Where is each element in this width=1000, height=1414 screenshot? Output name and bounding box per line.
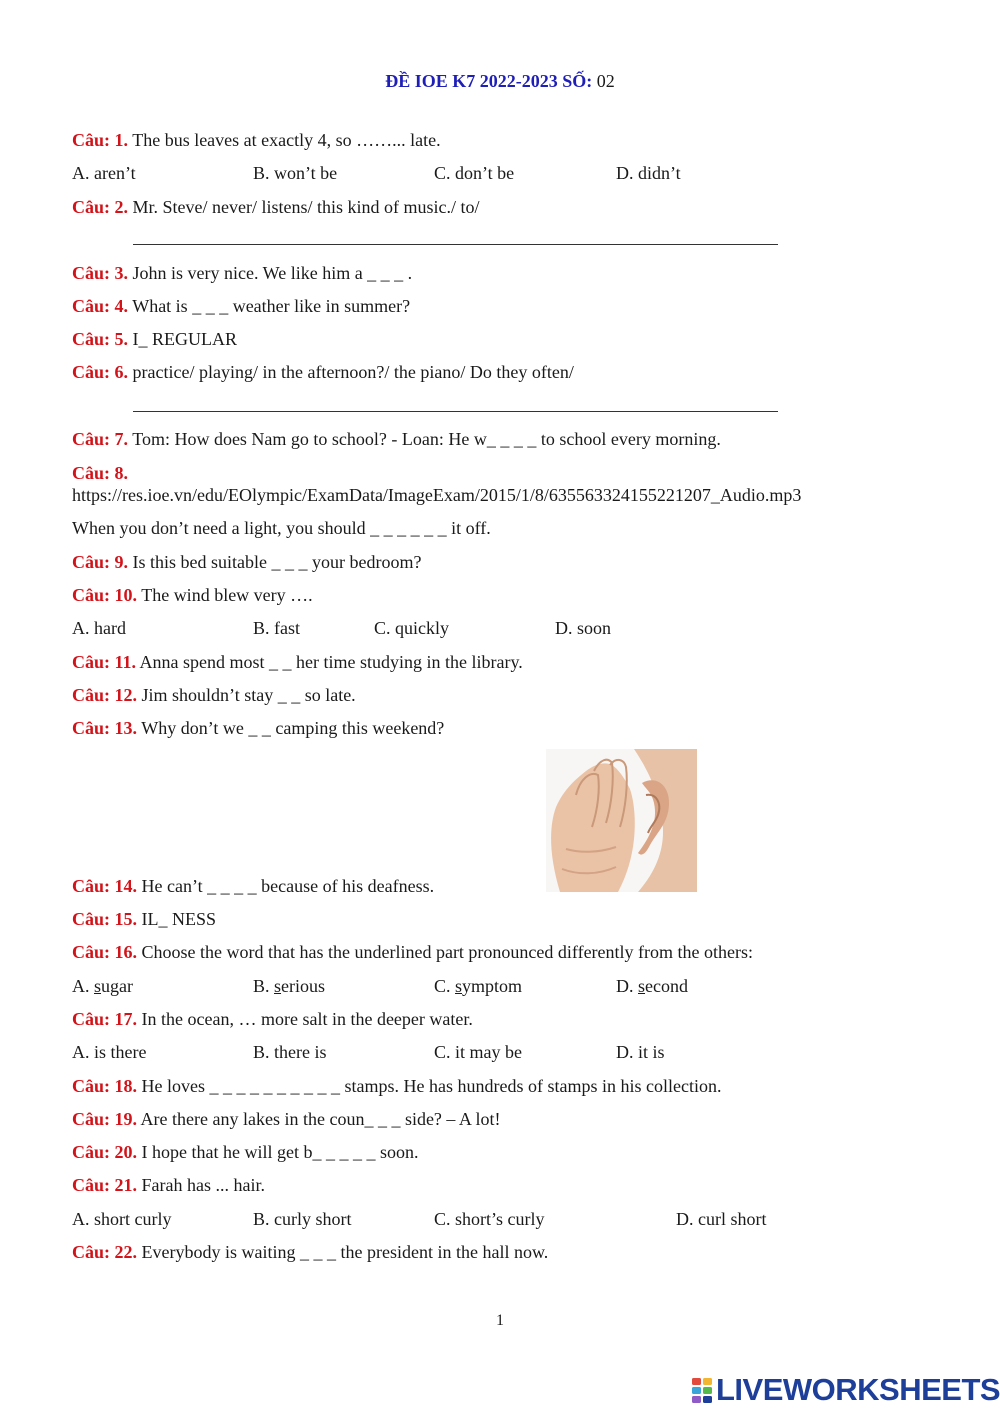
question-text: He can’t _ _ _ _ because of his deafness.: [141, 876, 435, 896]
option-rest: ymptom: [462, 976, 523, 996]
hand-behind-ear-image: [546, 749, 697, 892]
q17-option-d[interactable]: D. it is: [616, 1042, 665, 1062]
question-text: He loves _ _ _ _ _ _ _ _ _ _ stamps. He has hundreds of stamps in his collection.: [141, 1076, 722, 1096]
option-letter: D.: [616, 976, 634, 996]
liveworksheets-logo: [692, 1373, 1000, 1407]
q16-option-a[interactable]: [72, 975, 133, 997]
question-text: What is _ _ _ weather like in summer?: [132, 296, 411, 316]
page-number: 1: [496, 1312, 504, 1329]
question-label: Câu: 14.: [72, 876, 138, 896]
q1-option-b[interactable]: B. won’t be: [253, 163, 338, 183]
question-label: Câu: 15.: [72, 909, 138, 929]
question-text: Mr. Steve/ never/ listens/ this kind of music./ to/: [132, 197, 480, 217]
question-13: [72, 717, 444, 739]
question-15: [72, 908, 216, 930]
q10-option-b[interactable]: B. fast: [253, 618, 300, 638]
q16-option-d[interactable]: [616, 975, 688, 997]
question-label: Câu: 5.: [72, 329, 129, 349]
q16-option-c[interactable]: [434, 975, 522, 997]
question-text: In the ocean, … more salt in the deeper water.: [141, 1009, 473, 1029]
question-text: Choose the word that has the underlined part pronounced differently from the others:: [141, 942, 754, 962]
option-rest: ugar: [101, 976, 133, 996]
q21-option-b[interactable]: B. curly short: [253, 1209, 352, 1229]
underlined-part: s: [94, 976, 102, 996]
question-text: The wind blew very ….: [141, 585, 313, 605]
underlined-part: s: [274, 976, 282, 996]
q16-option-b[interactable]: [253, 975, 325, 997]
question-text: I_ REGULAR: [132, 329, 238, 349]
question-label: Câu: 21.: [72, 1175, 138, 1195]
question-22: [72, 1241, 548, 1263]
question-label: Câu: 20.: [72, 1142, 138, 1162]
question-text: I hope that he will get b_ _ _ _ _ soon.: [141, 1142, 419, 1162]
underlined-part: s: [638, 976, 646, 996]
question-label: Câu: 22.: [72, 1242, 138, 1262]
question-label: Câu: 6.: [72, 362, 129, 382]
brand-name: LIVEWORKSHEETS: [716, 1372, 1000, 1407]
question-text: Why don’t we _ _ camping this weekend?: [141, 718, 445, 738]
question-label: Câu: 12.: [72, 685, 138, 705]
question-16: [72, 941, 753, 963]
question-8: [72, 462, 128, 484]
question-label: Câu: 17.: [72, 1009, 138, 1029]
question-text: Are there any lakes in the coun_ _ _ side? – A lot!: [140, 1109, 501, 1129]
q21-option-c[interactable]: C. short’s curly: [434, 1209, 545, 1229]
question-label: Câu: 8.: [72, 463, 129, 483]
option-letter: C.: [434, 976, 451, 996]
question-text: Is this bed suitable _ _ _ your bedroom?: [132, 552, 422, 572]
worksheet-title: [0, 71, 1000, 92]
question-text: The bus leaves at exactly 4, so ……... late.: [132, 130, 441, 150]
underlined-part: s: [455, 976, 463, 996]
q1-option-a[interactable]: A. aren’t: [72, 163, 136, 183]
q2-answer-line[interactable]: [133, 244, 778, 245]
question-11: [72, 651, 523, 673]
option-letter: A.: [72, 976, 90, 996]
question-text: Anna spend most _ _ her time studying in the library.: [139, 652, 523, 672]
question-3: [72, 262, 412, 284]
q17-option-a[interactable]: A. is there: [72, 1042, 147, 1062]
q17-option-c[interactable]: C. it may be: [434, 1042, 522, 1062]
question-label: Câu: 9.: [72, 552, 129, 572]
question-label: Câu: 19.: [72, 1109, 138, 1129]
question-2: [72, 196, 480, 218]
q10-option-d[interactable]: D. soon: [555, 618, 612, 638]
option-rest: erious: [281, 976, 326, 996]
question-7: [72, 428, 721, 450]
question-12: [72, 684, 356, 706]
question-19: [72, 1108, 500, 1130]
title-number: 02: [596, 71, 615, 91]
question-4: [72, 295, 410, 317]
question-label: Câu: 18.: [72, 1076, 138, 1096]
question-1: [72, 129, 441, 151]
q8-audio-link[interactable]: https://res.ioe.vn/edu/EOlympic/ExamData/ImageExam/2015/1/8/635563324155221207_Audio.mp3: [72, 485, 802, 505]
question-text: Jim shouldn’t stay _ _ so late.: [141, 685, 356, 705]
question-20: [72, 1141, 418, 1163]
question-text: Farah has ... hair.: [141, 1175, 265, 1195]
question-label: Câu: 13.: [72, 718, 138, 738]
question-label: Câu: 2.: [72, 197, 129, 217]
q1-option-c[interactable]: C. don’t be: [434, 163, 515, 183]
question-10: [72, 584, 313, 606]
question-5: [72, 328, 237, 350]
liveworksheets-icon: [692, 1376, 714, 1404]
q17-option-b[interactable]: B. there is: [253, 1042, 327, 1062]
question-21: [72, 1174, 265, 1196]
option-rest: econd: [645, 976, 688, 996]
question-label: Câu: 3.: [72, 263, 129, 283]
question-label: Câu: 4.: [72, 296, 129, 316]
option-letter: B.: [253, 976, 270, 996]
question-text: practice/ playing/ in the afternoon?/ the piano/ Do they often/: [132, 362, 574, 382]
q10-option-a[interactable]: A. hard: [72, 618, 126, 638]
question-text: Tom: How does Nam go to school? - Loan: He w_ _ _ _ to school every morning.: [132, 429, 721, 449]
q21-option-d[interactable]: D. curl short: [676, 1209, 767, 1229]
q10-option-c[interactable]: C. quickly: [374, 618, 449, 638]
question-9: [72, 551, 421, 573]
q8-question-text: When you don’t need a light, you should _ _ _ _ _ _ it off.: [72, 518, 491, 538]
question-label: Câu: 16.: [72, 942, 138, 962]
q1-option-d[interactable]: D. didn’t: [616, 163, 681, 183]
question-18: [72, 1075, 721, 1097]
question-17: [72, 1008, 473, 1030]
question-label: Câu: 1.: [72, 130, 129, 150]
ear-illustration: [546, 749, 697, 892]
question-label: Câu: 11.: [72, 652, 137, 672]
question-text: Everybody is waiting _ _ _ the president in the hall now.: [141, 1242, 549, 1262]
question-14: [72, 875, 434, 897]
q6-answer-line[interactable]: [133, 411, 778, 412]
q21-option-a[interactable]: A. short curly: [72, 1209, 172, 1229]
question-label: Câu: 7.: [72, 429, 129, 449]
question-text: IL_ NESS: [141, 909, 217, 929]
title-text: ĐỀ IOE K7 2022-2023 SỐ:: [385, 71, 593, 91]
question-6: [72, 361, 574, 383]
question-label: Câu: 10.: [72, 585, 138, 605]
question-text: John is very nice. We like him a _ _ _ .: [132, 263, 413, 283]
